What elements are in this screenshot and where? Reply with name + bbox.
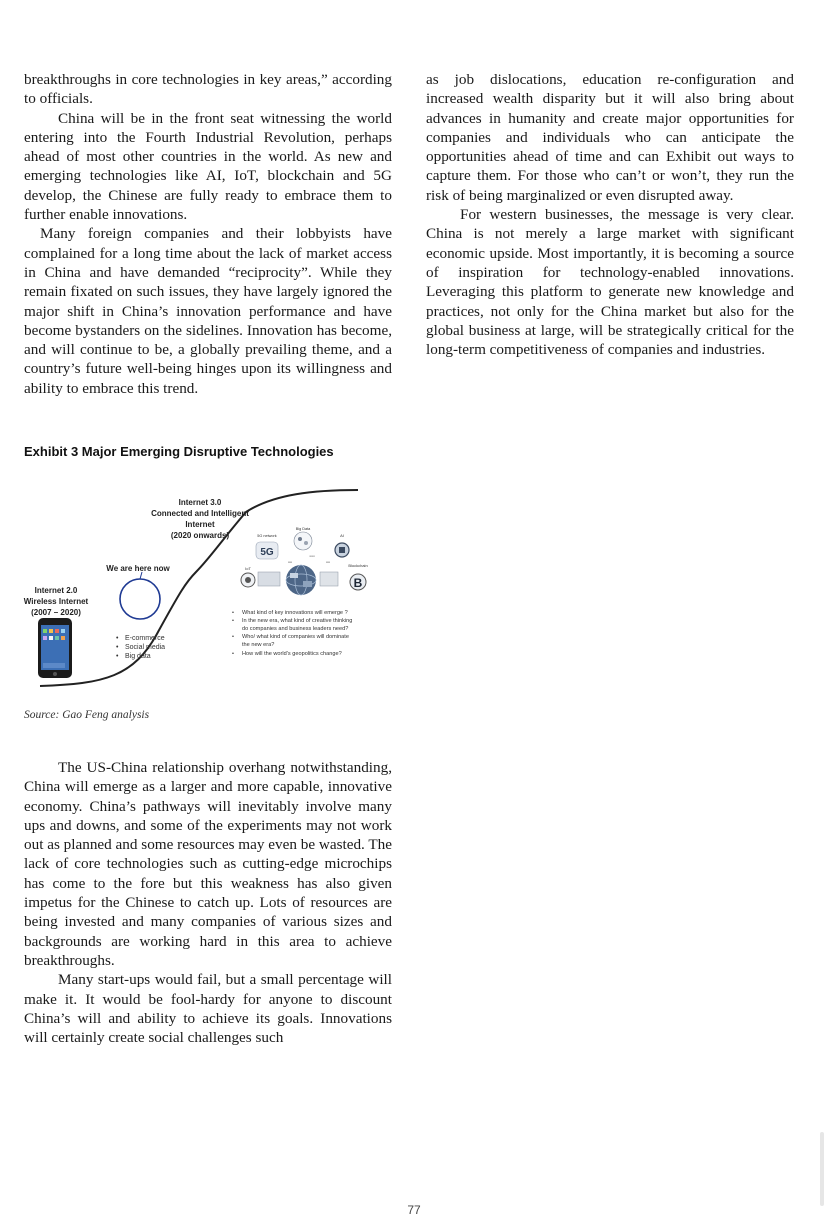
internet30-line3: Internet	[185, 520, 215, 529]
question-2b: do companies and business leaders need?	[242, 626, 349, 632]
5g-network-label: 5G network	[257, 534, 277, 538]
exhibit-title: Exhibit 3 Major Emerging Disruptive Technologies	[24, 444, 334, 459]
internet20-line2: Wireless Internet	[23, 597, 89, 606]
paragraph: breakthroughs in core technologies in key areas,” according to officials.	[24, 71, 392, 108]
svg-text:5G: 5G	[260, 547, 274, 558]
question-2: In the new era, what kind of creative thinking	[242, 618, 353, 624]
big-data-icon	[294, 532, 312, 550]
tech-cluster	[241, 527, 368, 595]
exhibit-source: Source: Gao Feng analysis	[24, 709, 150, 721]
here-now-arrow	[140, 572, 142, 579]
blockchain-label: Blockchain	[348, 563, 368, 568]
paragraph: The US-China relationship overhang notwithstanding, China will emerge as a larger and more capable, innovative economy. China’s pathways will inevitably involve many ups and downs, and some of the experiments may not work out as planned and some resources may even be wasted. The lack of core technologies such as cutting-edge microchips has come to the fore but this weakness has also given impetus for the Chinese to catch up. Lots of resources are being invested and many companies of various sizes and backgrounds are working hard in this area to achieve breakthroughs.	[24, 759, 392, 969]
iot-label: IoT	[245, 566, 251, 571]
internet30-line2: Connected and Intelligent	[151, 509, 249, 518]
svg-text:•: •	[232, 634, 234, 640]
here-now-label: We are here now	[106, 564, 170, 573]
big-data-label: Big Data	[295, 527, 311, 531]
scrollbar[interactable]	[820, 1132, 824, 1206]
question-3b: the new era?	[242, 642, 275, 648]
left-column-bottom	[24, 758, 392, 1047]
here-now-circle	[120, 579, 160, 619]
svg-text:▪▪▪▪: ▪▪▪▪	[287, 560, 293, 564]
paragraph: Many foreign companies and their lobbyists have complained for a long time about the lack of market access in China and have demanded “reciprocity”. While they remain fixated on such issues, they have largely ignored the major shift in China’s innovation performance and have become bystanders on the sidelines. Innovation has become, and will continue to be, a globally prevailing theme, and a country’s future well-being hinges upon its willingness and ability to embrace this trend.	[24, 225, 392, 397]
question-4: How will the world’s geopolitics change?	[242, 651, 342, 657]
internet30-line4: (2020 onwards)	[170, 531, 230, 540]
right-column	[426, 70, 794, 359]
left-column-top	[24, 70, 392, 398]
paragraph: China will be in the front seat witnessing the world entering into the Fourth Industrial Revolution, perhaps ahead of most other countries in the world. As new and emerging technologies like AI, IoT, blockchain and 5G develop, the Chinese are fully ready to embrace them to further enable innovations.	[24, 109, 392, 224]
globe-image	[286, 565, 316, 595]
svg-text:•: •	[116, 635, 119, 642]
internet20-line1: Internet 2.0	[34, 586, 78, 595]
smartphone-icon	[38, 618, 72, 678]
bullet-ecommerce: E-commerce	[125, 635, 165, 642]
automation-tile	[258, 572, 280, 586]
internet30-line1: Internet 3.0	[178, 498, 222, 507]
blockchain-b: B	[353, 576, 363, 590]
ai-label: AI	[340, 533, 344, 538]
svg-text:▪▪▪▪: ▪▪▪▪	[325, 560, 331, 564]
exhibit-diagram	[14, 472, 404, 694]
svg-text:▪▪▪▪▪: ▪▪▪▪▪	[309, 554, 315, 558]
paragraph: For western businesses, the message is very clear. China is not merely a large market with significant economic upside. Most importantly, it is becoming a source of inspiration for technology-enabled innovations. Leveraging this platform to generate new knowledge and practices, not only for the China market but also for the global business at large, will be strategically critical for the long-term competitiveness of companies and industries.	[426, 206, 794, 359]
bullet-social-media: Social media	[125, 644, 166, 651]
bullet-big-data: Big data	[125, 653, 151, 660]
question-1: What kind of key innovations will emerge ?	[242, 610, 348, 616]
svg-text:•: •	[232, 610, 234, 616]
internet20-line3: (2007 – 2020)	[31, 608, 81, 617]
paragraph: Many start-ups would fail, but a small percentage will make it. It would be fool-hardy for anyone to discount China’s will and ability to achieve its goals. Innovations will certainly create social challenges such	[24, 971, 392, 1047]
paragraph: as job dislocations, education re-configuration and increased wealth disparity but it will also bring about advances in humanity and create major opportunities for companies and individuals who can anticipate the opportunities ahead of time and can Exhibit out ways to capture them. For those who can’t or won’t, they run the risk of being marginalized or even disrupted away.	[426, 71, 794, 204]
svg-text:•: •	[116, 644, 119, 651]
exhibit-figure	[14, 472, 404, 694]
svg-text:•: •	[232, 651, 234, 657]
question-3: Who/ what kind of companies will dominate	[242, 634, 349, 640]
sensor-tile	[320, 572, 338, 586]
svg-text:•: •	[116, 653, 119, 660]
page-number: 77	[407, 1203, 421, 1217]
svg-text:•: •	[232, 618, 234, 624]
